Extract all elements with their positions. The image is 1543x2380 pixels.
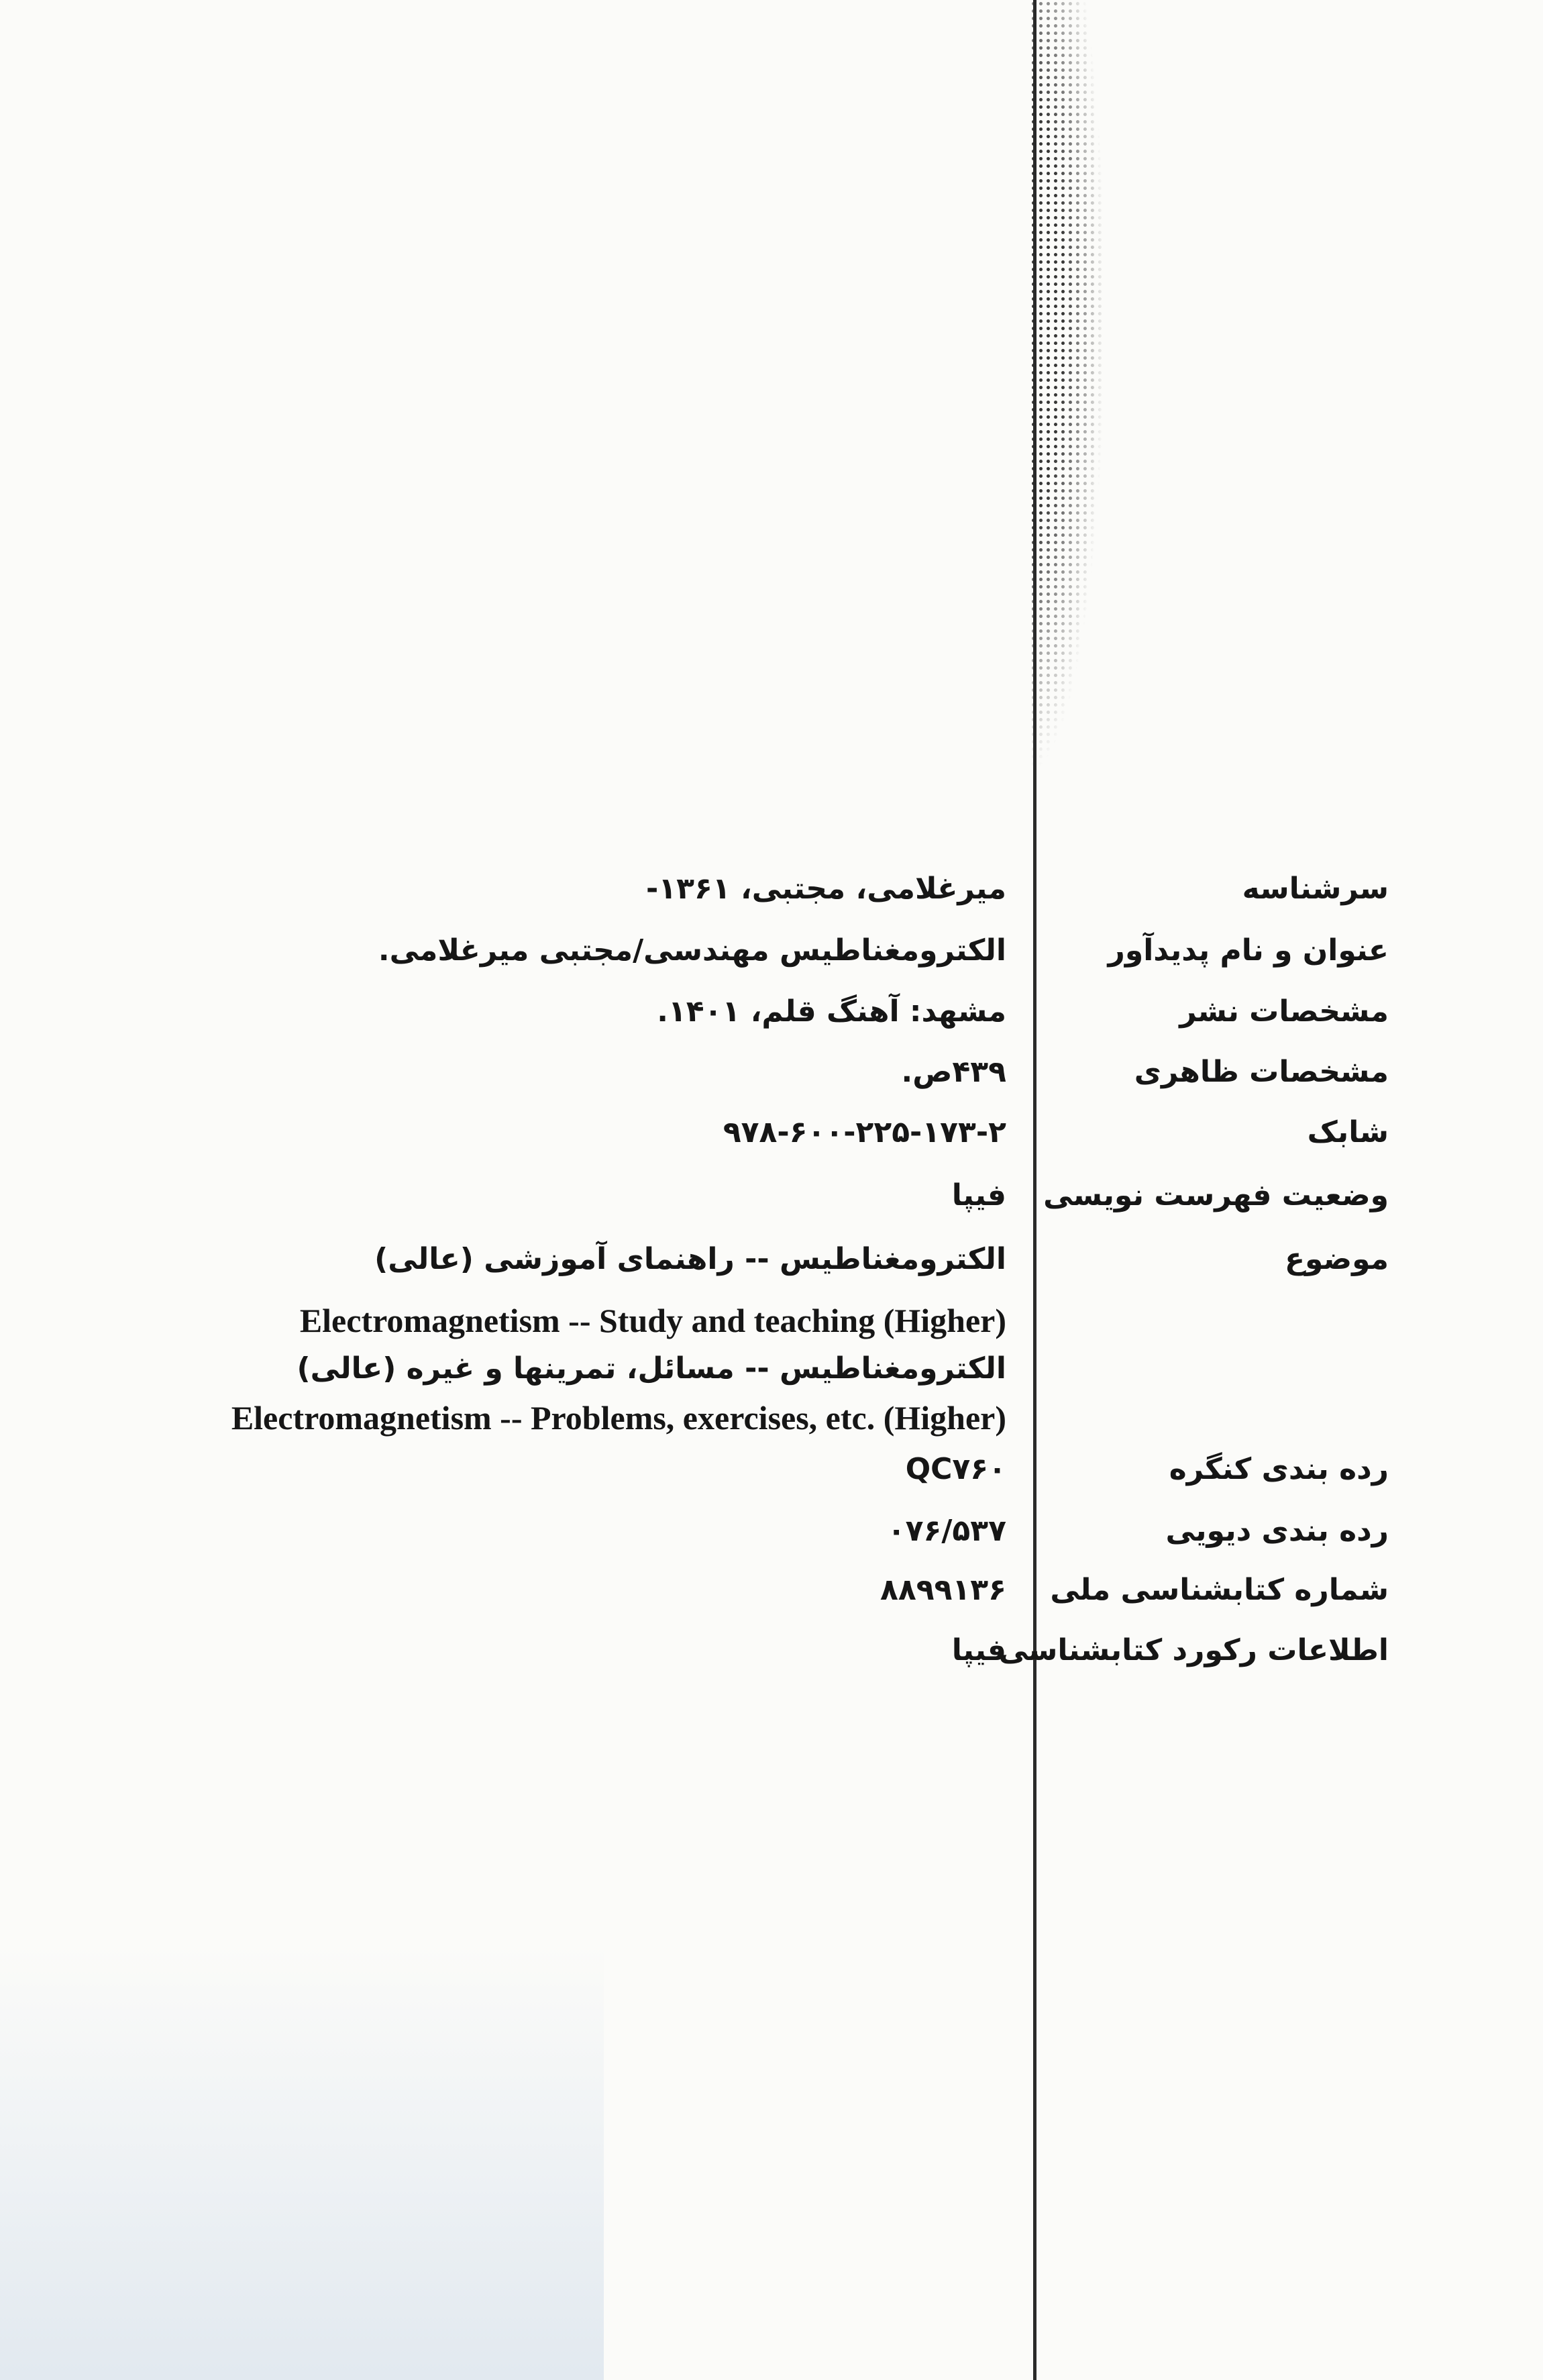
value-lc-classification: QC۷۶۰: [905, 1452, 1006, 1486]
value-subject-2: Electromagnetism -- Study and teaching (Higher): [299, 1302, 1006, 1339]
page-shading: [0, 1946, 604, 2380]
label-isbn: شابک: [1307, 1115, 1389, 1149]
value-isbn: ۹۷۸-۶۰۰-۲۲۵-۱۷۳-۲: [723, 1115, 1006, 1149]
value-national-bibliography-number: ۸۸۹۹۱۳۶: [880, 1573, 1006, 1607]
label-bibliographic-record-info: اطلاعات رکورد کتابشناسی: [998, 1633, 1389, 1667]
value-title-author: الکترومغناطیس مهندسی/مجتبی میرغلامی.: [378, 933, 1006, 968]
value-dewey-classification: ۰۷۶/۵۳۷: [887, 1514, 1006, 1548]
label-main-entry: سرشناسه: [1242, 872, 1389, 906]
value-subject-4: Electromagnetism -- Problems, exercises, etc. (Higher): [231, 1399, 1006, 1437]
value-main-entry: میرغلامی، مجتبی، ۱۳۶۱-: [646, 872, 1006, 906]
label-publication: مشخصات نشر: [1179, 994, 1389, 1029]
label-national-bibliography-number: شماره کتابشناسی ملی: [1050, 1573, 1389, 1607]
label-subject: موضوع: [1285, 1242, 1389, 1276]
label-title-author: عنوان و نام پدیدآور: [1108, 933, 1389, 968]
value-bibliographic-record-info: فیپا: [951, 1633, 1006, 1667]
label-physical-description: مشخصات ظاهری: [1134, 1055, 1389, 1089]
halftone-pattern: [1030, 0, 1130, 772]
value-physical-description: ۴۳۹ص.: [901, 1055, 1006, 1089]
label-dewey-classification: رده بندی دیویی: [1165, 1514, 1389, 1548]
value-subject-1: الکترومغناطیس -- راهنمای آموزشی (عالی): [374, 1242, 1006, 1276]
label-cataloging-status: وضعیت فهرست نویسی: [1043, 1178, 1389, 1212]
label-lc-classification: رده بندی کنگره: [1169, 1452, 1389, 1486]
value-cataloging-status: فیپا: [951, 1178, 1006, 1212]
value-subject-3: الکترومغناطیس -- مسائل، تمرینها و غیره (عالی): [297, 1351, 1006, 1386]
value-publication: مشهد: آهنگ قلم، ۱۴۰۱.: [657, 994, 1006, 1029]
